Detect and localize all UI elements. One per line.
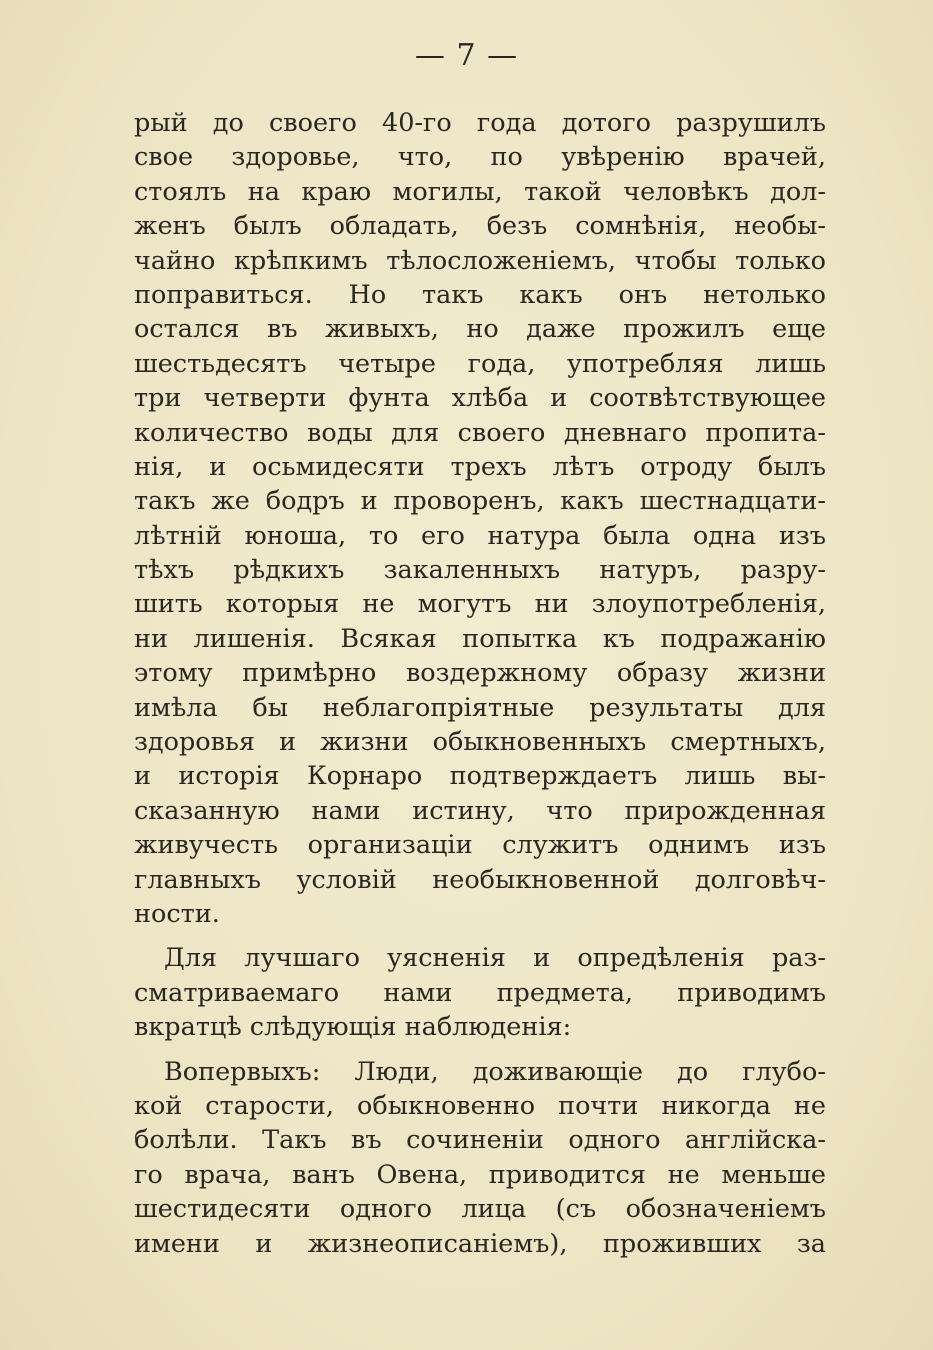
text-line: имени и жизнеописаніемъ), проживших за xyxy=(134,1228,826,1259)
text-line: го врача, ванъ Овена, приводится не меньше xyxy=(134,1159,826,1190)
text-line: стоялъ на краю могилы, такой человѣкъ дол- xyxy=(134,176,826,207)
text-line: шестьдесятъ четыре года, употребляя лишь xyxy=(134,348,826,379)
text-line: сматриваемаго нами предмета, приводимъ xyxy=(134,977,826,1008)
paragraph-gap xyxy=(134,931,826,941)
text-line: ности. xyxy=(134,898,220,929)
text-line: свое здоровье, что, по увѣренію врачей, xyxy=(134,142,826,173)
text-line: Для лучшаго уясненія и опредѣленія раз- xyxy=(164,943,826,974)
text-line: поправиться. Но такъ какъ онъ нетолько xyxy=(134,279,826,310)
body-text xyxy=(134,106,826,1261)
text-line: ни лишенія. Всякая попытка къ подражанію xyxy=(134,623,826,654)
text-line: имѣла бы неблагопріятные результаты для xyxy=(134,692,826,723)
text-line: рый до своего 40-го года дотого разрушилъ xyxy=(134,108,826,138)
text-line: этому примѣрно воздержному образу жизни xyxy=(134,658,826,689)
text-line: тѣхъ рѣдкихъ закаленныхъ натуръ, разру- xyxy=(134,555,826,586)
text-line: количество воды для своего дневнаго пропита- xyxy=(134,417,826,448)
text-line: и исторія Корнаро подтверждаетъ лишь вы- xyxy=(134,761,826,792)
text-line: три четверти фунта хлѣба и соотвѣтствующее xyxy=(134,383,826,414)
text-line: болѣли. Такъ въ сочиненіи одного англійска- xyxy=(134,1125,826,1156)
text-line: женъ былъ обладать, безъ сомнѣнія, необы- xyxy=(134,211,826,242)
text-line: лѣтній юноша, то его натура была одна изъ xyxy=(134,520,826,551)
text-line: такъ же бодръ и проворенъ, какъ шестнадцати- xyxy=(134,486,826,517)
text-line: сказанную нами истину, что прирожденная xyxy=(134,795,826,826)
text-line: нія, и осьмидесяти трехъ лѣтъ отроду былъ xyxy=(134,451,826,482)
text-line: кой старости, обыкновенно почти никогда не xyxy=(134,1090,826,1121)
text-line: живучесть организаціи служитъ однимъ изъ xyxy=(134,830,826,861)
text-line: здоровья и жизни обыкновенныхъ смертныхъ, xyxy=(134,727,826,758)
page-number: — 7 — xyxy=(414,38,519,73)
text-line: главныхъ условій необыкновенной долговѣч- xyxy=(134,864,826,895)
text-line: остался въ живыхъ, но даже прожилъ еще xyxy=(134,314,826,345)
text-line: вкратцѣ слѣдующія наблюденія: xyxy=(134,1012,572,1043)
text-line: шестидесяти одного лица (съ обозначеніемъ xyxy=(134,1194,826,1225)
text-line: шить которыя не могутъ ни злоупотребленія, xyxy=(134,589,826,620)
text-line: чайно крѣпкимъ тѣлосложеніемъ, чтобы только xyxy=(134,245,826,276)
text-line: Вопервыхъ: Люди, доживающіе до глубо- xyxy=(164,1056,826,1087)
paragraph-gap xyxy=(134,1045,826,1055)
